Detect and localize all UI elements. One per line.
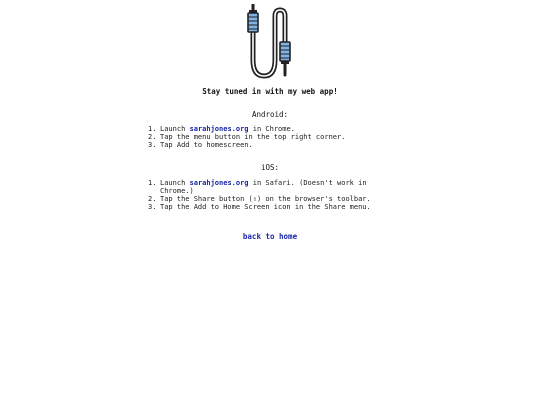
back-to-home-link[interactable]: back to home — [242, 232, 298, 241]
list-item: 3. Tap the Add to Home Screen icon in the Share menu. — [148, 203, 371, 211]
ios-steps-list — [148, 179, 388, 211]
share-icon: ⇧ — [252, 195, 257, 203]
audio-cable-icon — [242, 2, 298, 80]
list-item: 1. Launch sarahjones.org in Chrome. — [148, 125, 295, 133]
android-steps-list — [148, 125, 388, 149]
list-item: 1. Launch sarahjones.org in Safari. (Doesn't work in Chrome.) — [148, 179, 367, 195]
list-item: 3. Tap Add to homescreen. — [148, 141, 253, 149]
site-link[interactable]: sarahjones.org — [189, 179, 249, 187]
android-heading: Android: — [251, 110, 289, 119]
list-item: 2. Tap the menu button in the top right corner. — [148, 133, 346, 141]
ios-heading: iOS: — [260, 163, 280, 172]
site-link[interactable]: sarahjones.org — [189, 125, 249, 133]
tagline: Stay tuned in with my web app! — [202, 87, 338, 96]
list-item: 2. Tap the Share button (⇧) on the browser's toolbar. — [148, 195, 371, 203]
